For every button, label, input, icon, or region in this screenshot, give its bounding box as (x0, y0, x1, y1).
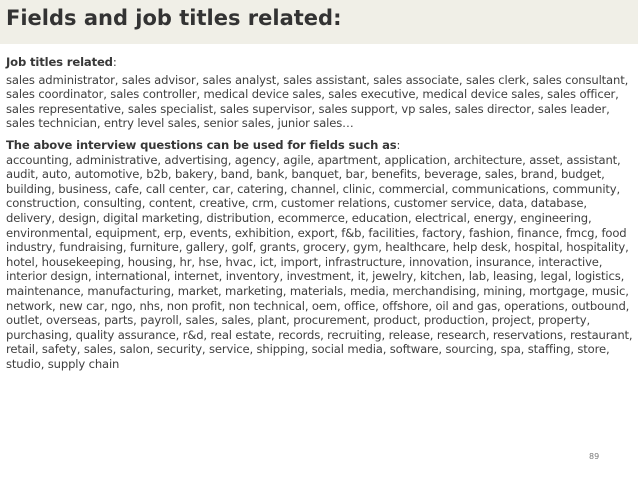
page-number: 89 (589, 452, 600, 461)
job-titles-heading: Job titles related (6, 55, 113, 69)
job-titles-heading-line (6, 55, 634, 70)
slide-title: Fields and job titles related: (6, 6, 342, 30)
slide-content (6, 55, 634, 371)
fields-colon: : (396, 137, 401, 152)
job-titles-colon: : (112, 55, 117, 69)
job-titles-text: sales administrator, sales advisor, sales analyst, sales assistant, sales associate, sales clerk, sales consultant, sales coordinator, sales controller, medical device sales, sales executive, medical device sales, sales officer, sales representative, sales specialist, sales supervisor, sales support, vp sales, sales director, sales leader, sales technician, entry level sales, senior sales, junior sales… (6, 72, 629, 131)
spacer (6, 131, 634, 138)
fields-text: accounting, administrative, advertising, agency, agile, apartment, application, architecture, asset, assistant, audit, auto, automotive, b2b, bakery, band, bank, banquet, bar, benefits, beverage, sales, brand, budget, building, business, cafe, call center, car, catering, channel, clinic, commercial, communications, community, construction, consulting, content, creative, crm, customer relations, customer service, data, database, delivery, design, digital marketing, distribution, ecommerce, education, electrical, energy, engineering, environmental, equipment, erp, events, exhibition, export, f&b, facilities, factory, fashion, finance, fmcg, food industry, fundraising, furniture, gallery, golf, grants, grocery, gym, healthcare, help desk, hospital, hospitality, hotel, housekeeping, housing, hr, hse, hvac, ict, import, infrastructure, innovation, insurance, interactive, interior design, international, internet, inventory, investment, it, jewelry, kitchen, lab, leasing, legal, logistics, maintenance, manufacturing, market, marketing, materials, media, merchandising, mining, mortgage, music, network, new car, ngo, nhs, non profit, non technical, oem, office, offshore, oil and gas, operations, outbound, outlet, overseas, parts, payroll, sales, sales, plant, procurement, product, production, project, property, purchasing, quality assurance, r&d, real estate, records, recruiting, release, research, reservations, restaurant, retail, safety, sales, salon, security, service, shipping, social media, software, sourcing, spa, staffing, store, studio, supply chain (6, 152, 633, 371)
fields-heading: The above interview questions can be used for fields such as (6, 137, 397, 152)
fields-heading-line (6, 138, 634, 153)
title-bar (0, 0, 638, 44)
